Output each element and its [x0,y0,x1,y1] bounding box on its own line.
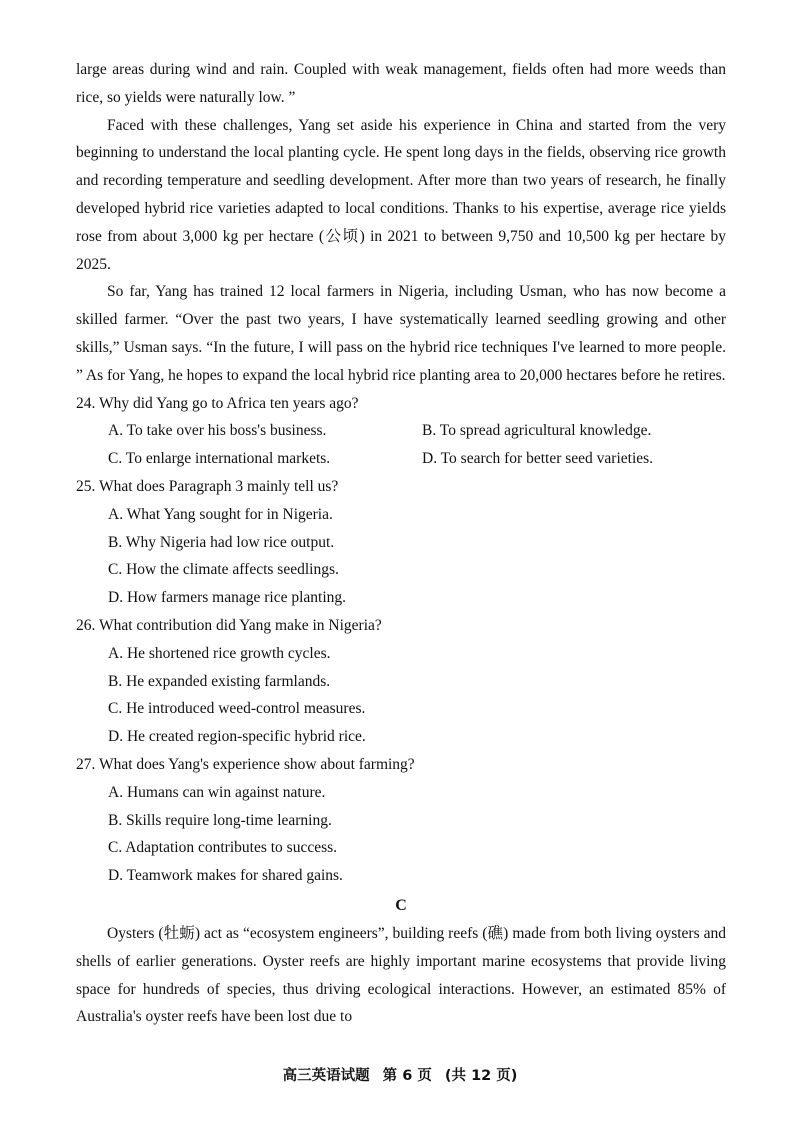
option-b[interactable]: B. He expanded existing farmlands. [108,672,331,690]
option-a[interactable]: A. Humans can win against nature. [108,783,326,801]
option-c[interactable]: C. To enlarge international markets. [108,450,331,468]
question-26 [76,612,726,751]
passage-b-paragraph-3: So far, Yang has trained 12 local farmers in Nigeria, including Usman, who has now become a skilled farmer. “Over the past two years, I have systematically learned seedling growing and other skills,” Usman says. “In the future, I will pass on the hybrid rice techniques I've learned to more people. ” As for Yang, he hopes to expand the local hybrid rice planting area to 20,000 hectares before he retires. [76,283,726,384]
option-c[interactable]: C. How the climate affects seedlings. [108,561,339,579]
question-25 [76,473,726,612]
passage-b-paragraph-1: large areas during wind and rain. Coupled with weak management, fields often had more weeds than rice, so yields were naturally low. ” [76,61,726,106]
option-a[interactable]: A. He shortened rice growth cycles. [108,644,331,662]
option-b[interactable]: B. To spread agricultural knowledge. [422,422,652,440]
option-a[interactable]: A. To take over his boss's business. [108,422,327,440]
option-d[interactable]: D. Teamwork makes for shared gains. [108,867,343,885]
page-footer [0,1064,800,1085]
question-27 [76,751,726,890]
section-c-heading: C [395,896,407,914]
question-stem: 24. Why did Yang go to Africa ten years ago? [76,394,359,412]
option-b[interactable]: B. Skills require long-time learning. [108,811,332,829]
option-grid [108,417,726,473]
passage-c-paragraph-1: Oysters (牡蛎) act as “ecosystem engineers”, building reefs (礁) made from both living oysters and shells of earlier generations. Oyster reefs are highly important marine ecosystems that provide living space for hundreds of species, thus driving ecological interactions. However, an estimated 85% of Australia's oyster reefs have been lost due to [76,924,726,1026]
option-b[interactable]: B. Why Nigeria had low rice output. [108,533,335,551]
question-stem: 26. What contribution did Yang make in Nigeria? [76,616,382,634]
question-24 [76,390,726,473]
passage-b-paragraph-2: Faced with these challenges, Yang set aside his experience in China and started from the very beginning to understand the local planting cycle. He spent long days in the fields, observing rice growth and recording temperature and seedling development. After more than two years of research, he finally developed hybrid rice varieties adapted to local conditions. Thanks to his expertise, average rice yields rose from about 3,000 kg per hectare (公顷) in 2021 to between 9,750 and 10,500 kg per hectare by 2025. [76,116,726,273]
option-d[interactable]: D. How farmers manage rice planting. [108,589,347,607]
footer-title: 高三英语试题 [282,1068,370,1084]
question-stem: 25. What does Paragraph 3 mainly tell us? [76,477,339,495]
footer-total-pages: (共 12 页) [444,1068,518,1084]
question-stem: 27. What does Yang's experience show about farming? [76,755,415,773]
option-d[interactable]: D. To search for better seed varieties. [422,450,654,468]
option-c[interactable]: C. He introduced weed-control measures. [108,700,366,718]
option-c[interactable]: C. Adaptation contributes to success. [108,839,338,857]
option-d[interactable]: D. He created region-specific hybrid rice. [108,728,366,746]
option-a[interactable]: A. What Yang sought for in Nigeria. [108,505,333,523]
page-content [76,56,726,1031]
footer-page-number: 第 6 页 [382,1068,432,1084]
